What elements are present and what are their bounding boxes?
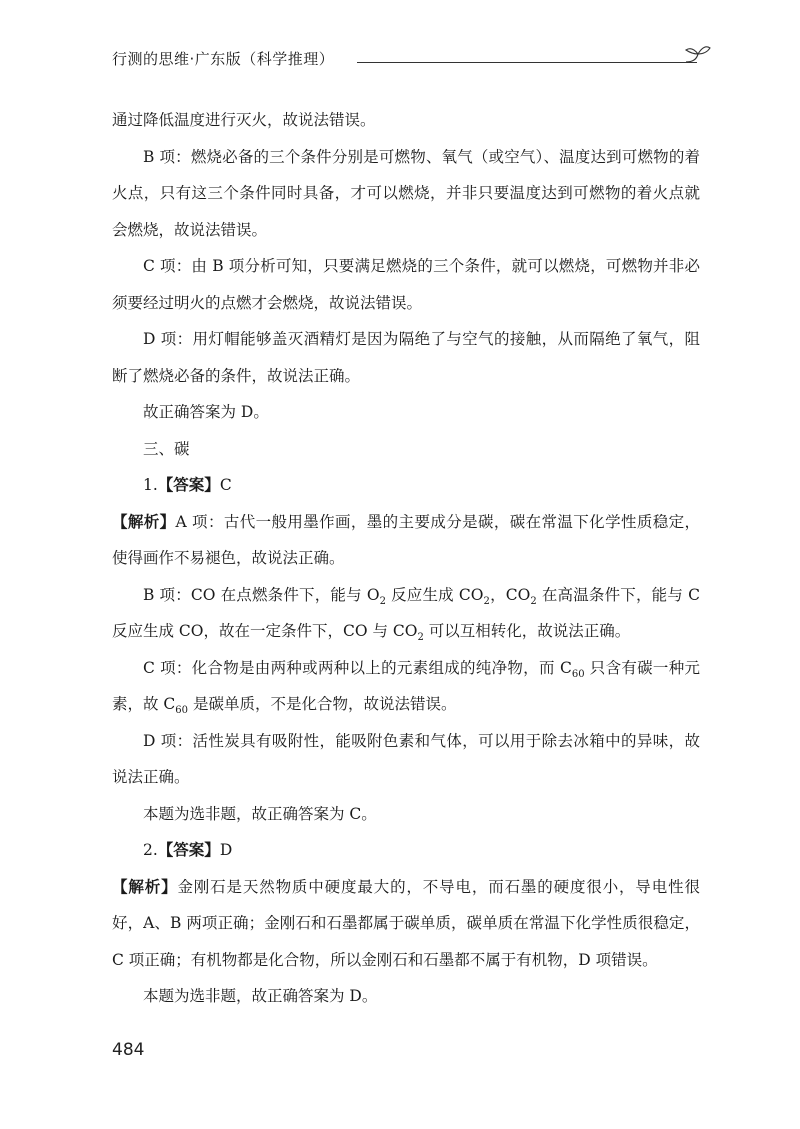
question-1-analysis-b — [112, 577, 700, 650]
section-heading: 三、碳 — [143, 439, 190, 458]
paragraph-option-d: D 项：用灯帽能够盖灭酒精灯是因为隔绝了与空气的接触，从而隔绝了氧气，阻断了燃烧必备的条件，故说法正确。 — [112, 330, 700, 385]
answer-value: C — [219, 476, 232, 494]
text-segment: 可以互相转化，故说法正确。 — [423, 622, 631, 640]
answer-label: 【答案】 — [157, 841, 220, 859]
question-1-analysis-a — [112, 504, 700, 577]
paragraph-continued: 通过降低温度进行灭火，故说法错误。 — [112, 111, 376, 129]
question-1-answer — [112, 467, 700, 504]
answer-value: D — [219, 841, 233, 859]
page-header — [112, 40, 712, 80]
question-number: 1. — [143, 476, 158, 494]
text-segment: 只含有碳一种元素，故 C — [112, 658, 700, 713]
analysis-label: 【解析】 — [112, 877, 178, 896]
text-segment: 是碳单质，不是化合物，故说法错误。 — [188, 695, 457, 713]
page-number: 484 — [112, 1040, 145, 1060]
question-1-analysis-d: D 项：活性炭具有吸附性，能吸附色素和气体，可以用于除去冰箱中的异味，故说法正确。 — [112, 731, 700, 786]
question-2-analysis — [112, 869, 700, 979]
text-segment: 反应生成 CO — [385, 585, 484, 604]
header-rule — [357, 62, 697, 63]
subscript: 2 — [379, 595, 386, 607]
sprout-icon — [682, 40, 712, 70]
page-content — [112, 102, 700, 1015]
subscript: 2 — [417, 632, 424, 644]
subscript: 2 — [530, 595, 537, 607]
subscript: 2 — [483, 595, 490, 607]
analysis-text: A 项：古代一般用墨作画，墨的主要成分是碳，碳在常温下化学性质稳定，使得画作不易褪色，故说法正确。 — [112, 512, 700, 567]
subscript: 60 — [571, 668, 585, 680]
question-1-conclusion: 本题为选非题，故正确答案为 C。 — [143, 804, 377, 823]
question-1-analysis-c — [112, 650, 700, 723]
question-number: 2. — [143, 841, 158, 859]
text-segment: 在高温条件下，能与 C 反应生成 CO，故在一定条件下，CO 与 CO — [112, 585, 701, 640]
paragraph-answer: 故正确答案为 D。 — [143, 403, 269, 421]
header-title: 行测的思维·广东版（科学推理） — [112, 50, 335, 68]
answer-label: 【答案】 — [157, 476, 220, 494]
analysis-label: 【解析】 — [112, 512, 176, 531]
text-segment: C 项：化合物是由两种或两种以上的元素组成的纯净物，而 C — [143, 658, 572, 677]
analysis-text: 金刚石是天然物质中硬度最大的，不导电，而石墨的硬度很小，导电性很好，A、B 两项正确；金刚石和石墨都属于碳单质，碳单质在常温下化学性质很稳定，C 项正确；有机物都是化合物，所以金刚石和石墨都不属于有机物，D 项错误。 — [112, 877, 700, 969]
question-2-answer — [112, 832, 700, 869]
text-segment: ，CO — [489, 585, 531, 604]
text-segment: B 项：CO 在点燃条件下，能与 O — [143, 585, 380, 604]
paragraph-option-c: C 项：由 B 项分析可知，只要满足燃烧的三个条件，就可以燃烧，可燃物并非必须要经过明火的点燃才会燃烧，故说法错误。 — [112, 257, 700, 312]
paragraph-option-b: B 项：燃烧必备的三个条件分别是可燃物、氧气（或空气）、温度达到可燃物的着火点，只有这三个条件同时具备，才可以燃烧，并非只要温度达到可燃物的着火点就会燃烧，故说法错误。 — [112, 147, 700, 239]
subscript: 60 — [175, 705, 189, 717]
question-2-conclusion: 本题为选非题，故正确答案为 D。 — [143, 987, 378, 1005]
